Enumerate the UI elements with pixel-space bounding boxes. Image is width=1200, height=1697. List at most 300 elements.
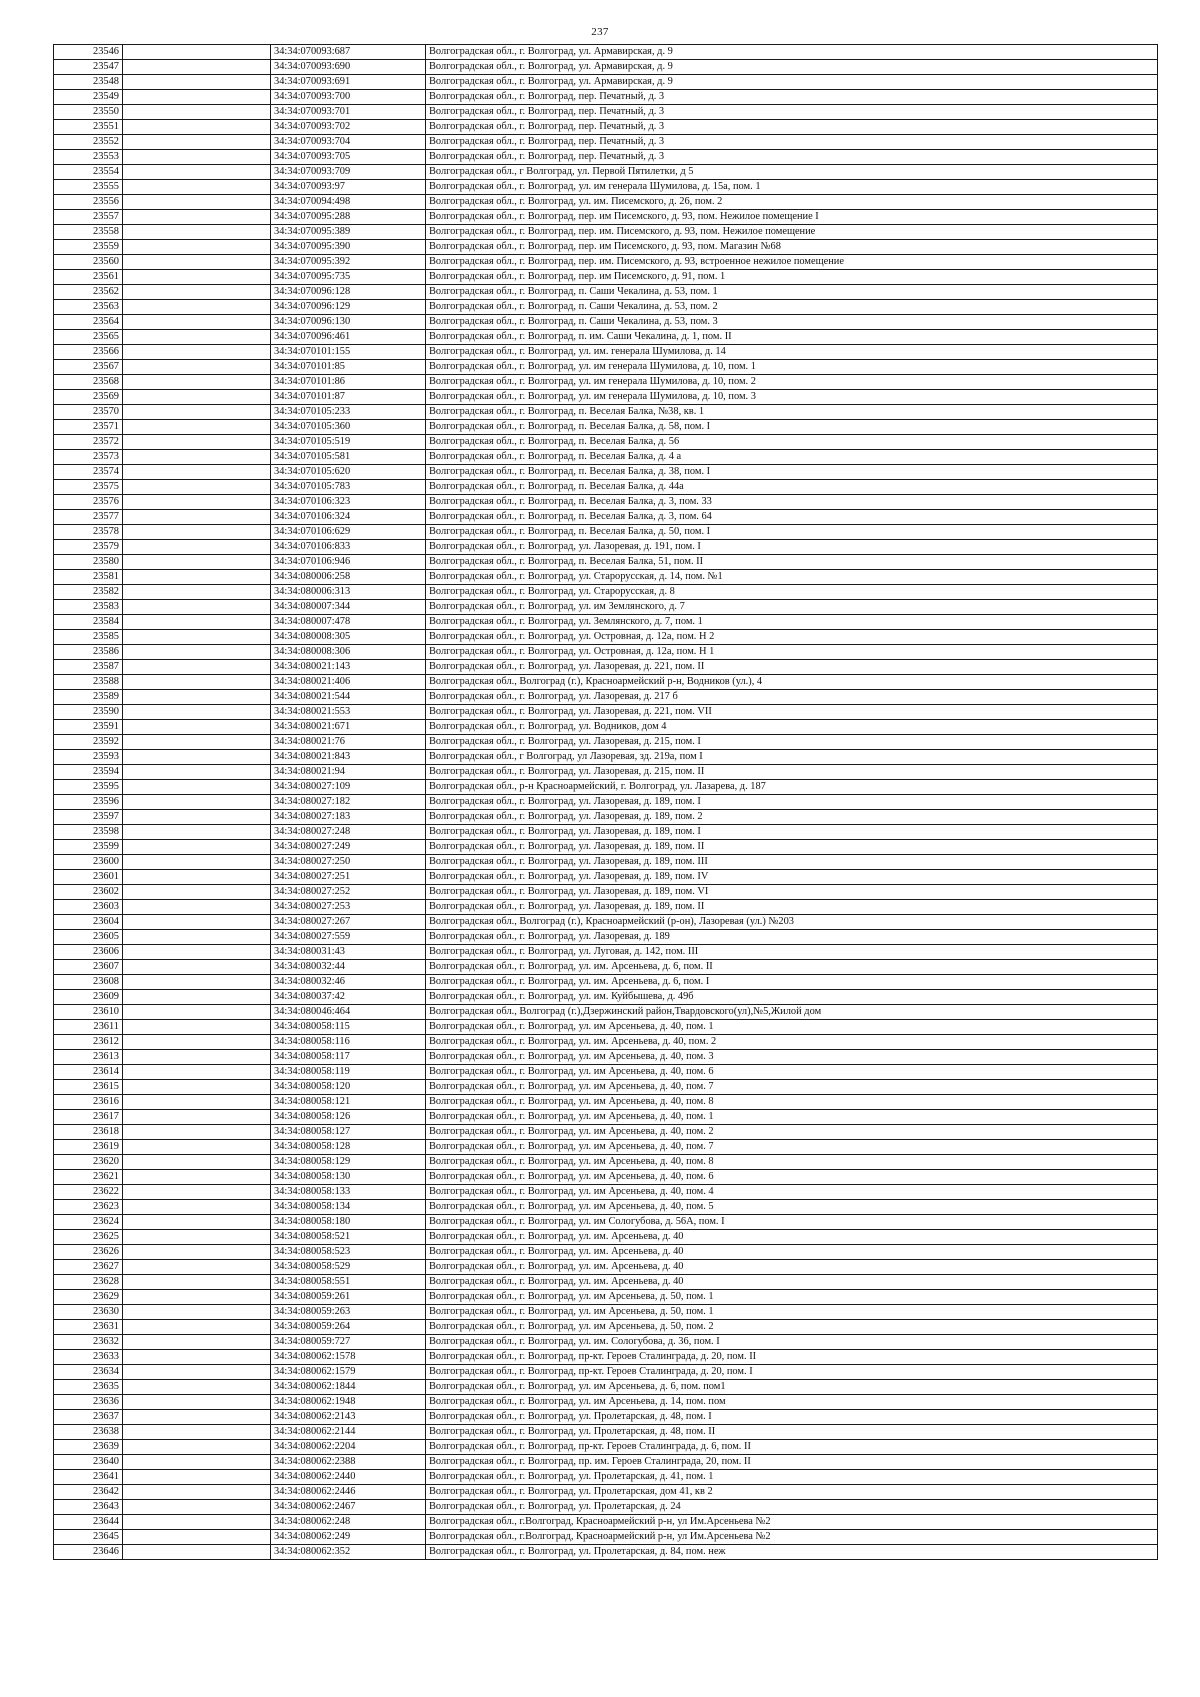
row-number-cell: 23633 xyxy=(54,1350,123,1365)
address-cell: Волгоградская обл., г. Волгоград, п. Веселая Балка, д. 38, пом. I xyxy=(426,465,1158,480)
row-number-cell: 23632 xyxy=(54,1335,123,1350)
table-row xyxy=(54,1545,1158,1560)
cadastral-number-cell: 34:34:080021:553 xyxy=(271,705,426,720)
cadastral-number-cell: 34:34:080032:44 xyxy=(271,960,426,975)
table-row xyxy=(54,1005,1158,1020)
table-row xyxy=(54,375,1158,390)
address-cell: Волгоградская обл., г. Волгоград, ул. Старорусская, д. 8 xyxy=(426,585,1158,600)
empty-cell xyxy=(123,960,271,975)
table-row xyxy=(54,645,1158,660)
address-cell: Волгоградская обл., г. Волгоград, ул. им Арсеньева, д. 40, пом. 8 xyxy=(426,1095,1158,1110)
row-number-cell: 23637 xyxy=(54,1410,123,1425)
cadastral-number-cell: 34:34:080062:1579 xyxy=(271,1365,426,1380)
row-number-cell: 23644 xyxy=(54,1515,123,1530)
address-cell: Волгоградская обл., г. Волгоград, ул. им генерала Шумилова, д. 10, пом. 1 xyxy=(426,360,1158,375)
empty-cell xyxy=(123,600,271,615)
table-row xyxy=(54,900,1158,915)
cadastral-number-cell: 34:34:080059:261 xyxy=(271,1290,426,1305)
cadastral-number-cell: 34:34:070096:128 xyxy=(271,285,426,300)
cadastral-number-cell: 34:34:080027:248 xyxy=(271,825,426,840)
table-row xyxy=(54,105,1158,120)
table-row xyxy=(54,75,1158,90)
empty-cell xyxy=(123,1455,271,1470)
cadastral-number-cell: 34:34:080062:1948 xyxy=(271,1395,426,1410)
row-number-cell: 23552 xyxy=(54,135,123,150)
empty-cell xyxy=(123,210,271,225)
cadastral-number-cell: 34:34:080058:119 xyxy=(271,1065,426,1080)
registry-table-body xyxy=(54,45,1158,1560)
row-number-cell: 23561 xyxy=(54,270,123,285)
row-number-cell: 23620 xyxy=(54,1155,123,1170)
address-cell: Волгоградская обл., г. Волгоград, п. Веселая Балка, д. 58, пом. I xyxy=(426,420,1158,435)
row-number-cell: 23589 xyxy=(54,690,123,705)
address-cell: Волгоградская обл., г. Волгоград, пер. Печатный, д. 3 xyxy=(426,120,1158,135)
row-number-cell: 23562 xyxy=(54,285,123,300)
cadastral-number-cell: 34:34:080027:182 xyxy=(271,795,426,810)
row-number-cell: 23646 xyxy=(54,1545,123,1560)
empty-cell xyxy=(123,1335,271,1350)
cadastral-number-cell: 34:34:080062:2143 xyxy=(271,1410,426,1425)
address-cell: Волгоградская обл., г. Волгоград, ул. им Арсеньева, д. 50, пом. 1 xyxy=(426,1290,1158,1305)
cadastral-number-cell: 34:34:080059:264 xyxy=(271,1320,426,1335)
empty-cell xyxy=(123,1275,271,1290)
row-number-cell: 23636 xyxy=(54,1395,123,1410)
empty-cell xyxy=(123,1320,271,1335)
row-number-cell: 23585 xyxy=(54,630,123,645)
row-number-cell: 23597 xyxy=(54,810,123,825)
empty-cell xyxy=(123,1365,271,1380)
table-row xyxy=(54,150,1158,165)
address-cell: Волгоградская обл., г. Волгоград, ул. Лазоревая, д. 221, пом. VII xyxy=(426,705,1158,720)
table-row xyxy=(54,525,1158,540)
address-cell: Волгоградская обл., г. Волгоград, ул. им. Арсеньева, д. 40 xyxy=(426,1230,1158,1245)
empty-cell xyxy=(123,885,271,900)
row-number-cell: 23550 xyxy=(54,105,123,120)
table-row xyxy=(54,1245,1158,1260)
address-cell: Волгоградская обл., г. Волгоград, ул. Армавирская, д. 9 xyxy=(426,45,1158,60)
row-number-cell: 23592 xyxy=(54,735,123,750)
address-cell: Волгоградская обл., г. Волгоград, ул. Лазоревая, д. 191, пом. I xyxy=(426,540,1158,555)
empty-cell xyxy=(123,465,271,480)
address-cell: Волгоградская обл., г. Волгоград, ул. им Арсеньева, д. 6, пом. пом1 xyxy=(426,1380,1158,1395)
address-cell: Волгоградская обл., г. Волгоград, пер. им. Писемского, д. 93, пом. Нежилое помещение xyxy=(426,225,1158,240)
row-number-cell: 23623 xyxy=(54,1200,123,1215)
table-row xyxy=(54,585,1158,600)
row-number-cell: 23624 xyxy=(54,1215,123,1230)
row-number-cell: 23557 xyxy=(54,210,123,225)
table-row xyxy=(54,975,1158,990)
empty-cell xyxy=(123,1395,271,1410)
address-cell: Волгоградская обл., г. Волгоград, ул. им Арсеньева, д. 50, пом. 1 xyxy=(426,1305,1158,1320)
table-row xyxy=(54,810,1158,825)
row-number-cell: 23555 xyxy=(54,180,123,195)
empty-cell xyxy=(123,435,271,450)
row-number-cell: 23629 xyxy=(54,1290,123,1305)
empty-cell xyxy=(123,675,271,690)
cadastral-number-cell: 34:34:080058:133 xyxy=(271,1185,426,1200)
empty-cell xyxy=(123,930,271,945)
row-number-cell: 23547 xyxy=(54,60,123,75)
address-cell: Волгоградская обл., г. Волгоград, ул. им Арсеньева, д. 40, пом. 7 xyxy=(426,1080,1158,1095)
row-number-cell: 23643 xyxy=(54,1500,123,1515)
empty-cell xyxy=(123,360,271,375)
empty-cell xyxy=(123,765,271,780)
empty-cell xyxy=(123,195,271,210)
row-number-cell: 23556 xyxy=(54,195,123,210)
address-cell: Волгоградская обл., г. Волгоград, ул. им Сологубова, д. 56А, пом. I xyxy=(426,1215,1158,1230)
empty-cell xyxy=(123,45,271,60)
page-number: 237 xyxy=(591,26,609,38)
cadastral-number-cell: 34:34:080062:1578 xyxy=(271,1350,426,1365)
address-cell: Волгоградская обл., г. Волгоград, п. Веселая Балка, д. 3, пом. 33 xyxy=(426,495,1158,510)
empty-cell xyxy=(123,1230,271,1245)
empty-cell xyxy=(123,375,271,390)
table-row xyxy=(54,765,1158,780)
empty-cell xyxy=(123,75,271,90)
empty-cell xyxy=(123,1080,271,1095)
address-cell: Волгоградская обл., г. Волгоград, п. Саши Чекалина, д. 53, пом. 1 xyxy=(426,285,1158,300)
address-cell: Волгоградская обл., г. Волгоград, ул. им Арсеньева, д. 40, пом. 7 xyxy=(426,1140,1158,1155)
table-row xyxy=(54,1365,1158,1380)
empty-cell xyxy=(123,660,271,675)
table-row xyxy=(54,855,1158,870)
table-row xyxy=(54,720,1158,735)
address-cell: Волгоградская обл., г. Волгоград, ул. Пролетарская, д. 48, пом. II xyxy=(426,1425,1158,1440)
cadastral-number-cell: 34:34:080058:130 xyxy=(271,1170,426,1185)
row-number-cell: 23580 xyxy=(54,555,123,570)
address-cell: Волгоградская обл., г. Волгоград, ул. Лазоревая, д. 189, пом. I xyxy=(426,825,1158,840)
row-number-cell: 23642 xyxy=(54,1485,123,1500)
table-row xyxy=(54,240,1158,255)
row-number-cell: 23638 xyxy=(54,1425,123,1440)
address-cell: Волгоградская обл., г. Волгоград, п. Саши Чекалина, д. 53, пом. 2 xyxy=(426,300,1158,315)
table-row xyxy=(54,1290,1158,1305)
row-number-cell: 23590 xyxy=(54,705,123,720)
cadastral-number-cell: 34:34:080058:126 xyxy=(271,1110,426,1125)
empty-cell xyxy=(123,630,271,645)
cadastral-number-cell: 34:34:080058:117 xyxy=(271,1050,426,1065)
table-row xyxy=(54,795,1158,810)
empty-cell xyxy=(123,1065,271,1080)
row-number-cell: 23588 xyxy=(54,675,123,690)
table-row xyxy=(54,300,1158,315)
table-row xyxy=(54,285,1158,300)
cadastral-number-cell: 34:34:080062:2204 xyxy=(271,1440,426,1455)
table-row xyxy=(54,510,1158,525)
empty-cell xyxy=(123,225,271,240)
cadastral-number-cell: 34:34:080021:406 xyxy=(271,675,426,690)
address-cell: Волгоградская обл., г. Волгоград, ул. им Арсеньева, д. 40, пом. 8 xyxy=(426,1155,1158,1170)
empty-cell xyxy=(123,990,271,1005)
cadastral-number-cell: 34:34:070093:702 xyxy=(271,120,426,135)
address-cell: Волгоградская обл., г. Волгоград, п. Веселая Балка, д. 4 а xyxy=(426,450,1158,465)
table-row xyxy=(54,1485,1158,1500)
row-number-cell: 23569 xyxy=(54,390,123,405)
row-number-cell: 23600 xyxy=(54,855,123,870)
row-number-cell: 23634 xyxy=(54,1365,123,1380)
cadastral-number-cell: 34:34:070093:704 xyxy=(271,135,426,150)
table-row xyxy=(54,600,1158,615)
address-cell: Волгоградская обл., г. Волгоград, пер. им Писемского, д. 93, пом. Нежилое помещение I xyxy=(426,210,1158,225)
row-number-cell: 23546 xyxy=(54,45,123,60)
row-number-cell: 23594 xyxy=(54,765,123,780)
empty-cell xyxy=(123,750,271,765)
address-cell: Волгоградская обл., г. Волгоград, ул. им Арсеньева, д. 40, пом. 5 xyxy=(426,1200,1158,1215)
address-cell: Волгоградская обл., г. Волгоград, ул. Лазоревая, д. 189, пом. 2 xyxy=(426,810,1158,825)
address-cell: Волгоградская обл., г. Волгоград, ул. Пролетарская, д. 41, пом. 1 xyxy=(426,1470,1158,1485)
table-row xyxy=(54,480,1158,495)
cadastral-number-cell: 34:34:080058:116 xyxy=(271,1035,426,1050)
address-cell: Волгоградская обл., г. Волгоград, ул. Землянского, д. 7, пом. 1 xyxy=(426,615,1158,630)
table-row xyxy=(54,1320,1158,1335)
cadastral-number-cell: 34:34:080027:559 xyxy=(271,930,426,945)
empty-cell xyxy=(123,240,271,255)
cadastral-number-cell: 34:34:080062:2446 xyxy=(271,1485,426,1500)
cadastral-number-cell: 34:34:070106:629 xyxy=(271,525,426,540)
table-row xyxy=(54,870,1158,885)
row-number-cell: 23564 xyxy=(54,315,123,330)
row-number-cell: 23595 xyxy=(54,780,123,795)
cadastral-number-cell: 34:34:070093:691 xyxy=(271,75,426,90)
empty-cell xyxy=(123,1140,271,1155)
empty-cell xyxy=(123,1290,271,1305)
empty-cell xyxy=(123,735,271,750)
address-cell: Волгоградская обл., г. Волгоград, ул. Лазоревая, д. 189, пом. IV xyxy=(426,870,1158,885)
cadastral-number-cell: 34:34:080058:521 xyxy=(271,1230,426,1245)
row-number-cell: 23560 xyxy=(54,255,123,270)
cadastral-number-cell: 34:34:070105:360 xyxy=(271,420,426,435)
row-number-cell: 23559 xyxy=(54,240,123,255)
address-cell: Волгоградская обл., г. Волгоград, ул. Лазоревая, д. 189, пом. VI xyxy=(426,885,1158,900)
empty-cell xyxy=(123,1125,271,1140)
empty-cell xyxy=(123,150,271,165)
table-row xyxy=(54,435,1158,450)
empty-cell xyxy=(123,1410,271,1425)
address-cell: Волгоградская обл., г. Волгоград, пер. Печатный, д. 3 xyxy=(426,150,1158,165)
table-row xyxy=(54,705,1158,720)
row-number-cell: 23622 xyxy=(54,1185,123,1200)
row-number-cell: 23612 xyxy=(54,1035,123,1050)
empty-cell xyxy=(123,1425,271,1440)
table-row xyxy=(54,885,1158,900)
empty-cell xyxy=(123,270,271,285)
cadastral-number-cell: 34:34:080058:134 xyxy=(271,1200,426,1215)
empty-cell xyxy=(123,705,271,720)
cadastral-number-cell: 34:34:080027:251 xyxy=(271,870,426,885)
table-row xyxy=(54,750,1158,765)
empty-cell xyxy=(123,1215,271,1230)
row-number-cell: 23641 xyxy=(54,1470,123,1485)
empty-cell xyxy=(123,135,271,150)
address-cell: Волгоградская обл., г. Волгоград, пр-кт. Героев Сталинграда, д. 20, пом. II xyxy=(426,1350,1158,1365)
address-cell: Волгоградская обл., г. Волгоград, пер. Печатный, д. 3 xyxy=(426,105,1158,120)
registry-table xyxy=(53,44,1158,1560)
cadastral-number-cell: 34:34:080021:94 xyxy=(271,765,426,780)
address-cell: Волгоградская обл., г. Волгоград, п. Веселая Балка, д. 56 xyxy=(426,435,1158,450)
table-row xyxy=(54,660,1158,675)
empty-cell xyxy=(123,405,271,420)
address-cell: Волгоградская обл., г Волгоград, ул. Первой Пятилетки, д 5 xyxy=(426,165,1158,180)
table-row xyxy=(54,1200,1158,1215)
table-row xyxy=(54,1380,1158,1395)
cadastral-number-cell: 34:34:070096:129 xyxy=(271,300,426,315)
cadastral-number-cell: 34:34:070106:833 xyxy=(271,540,426,555)
cadastral-number-cell: 34:34:080058:180 xyxy=(271,1215,426,1230)
row-number-cell: 23606 xyxy=(54,945,123,960)
row-number-cell: 23551 xyxy=(54,120,123,135)
empty-cell xyxy=(123,510,271,525)
table-row xyxy=(54,90,1158,105)
cadastral-number-cell: 34:34:080006:258 xyxy=(271,570,426,585)
table-row xyxy=(54,690,1158,705)
table-row xyxy=(54,495,1158,510)
address-cell: Волгоградская обл., г. Волгоград, ул. Лазоревая, д. 189, пом. II xyxy=(426,840,1158,855)
empty-cell xyxy=(123,840,271,855)
row-number-cell: 23566 xyxy=(54,345,123,360)
row-number-cell: 23548 xyxy=(54,75,123,90)
empty-cell xyxy=(123,1035,271,1050)
empty-cell xyxy=(123,1530,271,1545)
empty-cell xyxy=(123,1545,271,1560)
address-cell: Волгоградская обл., г. Волгоград, пер. им. Писемского, д. 93, встроенное нежилое помещение xyxy=(426,255,1158,270)
cadastral-number-cell: 34:34:080008:305 xyxy=(271,630,426,645)
cadastral-number-cell: 34:34:070095:390 xyxy=(271,240,426,255)
cadastral-number-cell: 34:34:080058:120 xyxy=(271,1080,426,1095)
table-row xyxy=(54,330,1158,345)
address-cell: Волгоградская обл., г. Волгоград, ул. им. Арсеньева, д. 40, пом. 2 xyxy=(426,1035,1158,1050)
empty-cell xyxy=(123,855,271,870)
table-row xyxy=(54,465,1158,480)
empty-cell xyxy=(123,1170,271,1185)
address-cell: Волгоградская обл., г. Волгоград, ул. Пролетарская, д. 48, пом. I xyxy=(426,1410,1158,1425)
address-cell: Волгоградская обл., г. Волгоград, ул. им генерала Шумилова, д. 10, пом. 3 xyxy=(426,390,1158,405)
table-row xyxy=(54,1410,1158,1425)
address-cell: Волгоградская обл., г. Волгоград, пер. Печатный, д. 3 xyxy=(426,90,1158,105)
cadastral-number-cell: 34:34:070096:461 xyxy=(271,330,426,345)
row-number-cell: 23593 xyxy=(54,750,123,765)
row-number-cell: 23605 xyxy=(54,930,123,945)
cadastral-number-cell: 34:34:080058:551 xyxy=(271,1275,426,1290)
address-cell: Волгоградская обл., г. Волгоград, ул. Островная, д. 12а, пом. Н 2 xyxy=(426,630,1158,645)
address-cell: Волгоградская обл., г. Волгоград, ул. им. генерала Шумилова, д. 14 xyxy=(426,345,1158,360)
address-cell: Волгоградская обл., г. Волгоград, ул. им. Арсеньева, д. 40 xyxy=(426,1260,1158,1275)
table-row xyxy=(54,960,1158,975)
address-cell: Волгоградская обл., г. Волгоград, ул. им генерала Шумилова, д. 15а, пом. 1 xyxy=(426,180,1158,195)
address-cell: Волгоградская обл., г. Волгоград, ул. Лазоревая, д. 221, пом. II xyxy=(426,660,1158,675)
cadastral-number-cell: 34:34:070105:581 xyxy=(271,450,426,465)
row-number-cell: 23581 xyxy=(54,570,123,585)
empty-cell xyxy=(123,90,271,105)
table-row xyxy=(54,450,1158,465)
cadastral-number-cell: 34:34:080027:252 xyxy=(271,885,426,900)
row-number-cell: 23579 xyxy=(54,540,123,555)
row-number-cell: 23613 xyxy=(54,1050,123,1065)
row-number-cell: 23625 xyxy=(54,1230,123,1245)
cadastral-number-cell: 34:34:080027:249 xyxy=(271,840,426,855)
row-number-cell: 23571 xyxy=(54,420,123,435)
table-row xyxy=(54,840,1158,855)
row-number-cell: 23572 xyxy=(54,435,123,450)
table-row xyxy=(54,615,1158,630)
cadastral-number-cell: 34:34:080062:2467 xyxy=(271,1500,426,1515)
row-number-cell: 23570 xyxy=(54,405,123,420)
empty-cell xyxy=(123,495,271,510)
cadastral-number-cell: 34:34:070096:130 xyxy=(271,315,426,330)
table-row xyxy=(54,1125,1158,1140)
table-row xyxy=(54,1500,1158,1515)
address-cell: Волгоградская обл., г. Волгоград, ул. им. Арсеньева, д. 40 xyxy=(426,1275,1158,1290)
table-row xyxy=(54,540,1158,555)
table-row xyxy=(54,315,1158,330)
cadastral-number-cell: 34:34:080006:313 xyxy=(271,585,426,600)
cadastral-number-cell: 34:34:080062:249 xyxy=(271,1530,426,1545)
cadastral-number-cell: 34:34:080058:115 xyxy=(271,1020,426,1035)
row-number-cell: 23586 xyxy=(54,645,123,660)
cadastral-number-cell: 34:34:070101:87 xyxy=(271,390,426,405)
table-row xyxy=(54,1065,1158,1080)
row-number-cell: 23599 xyxy=(54,840,123,855)
empty-cell xyxy=(123,1005,271,1020)
cadastral-number-cell: 34:34:080058:121 xyxy=(271,1095,426,1110)
empty-cell xyxy=(123,120,271,135)
empty-cell xyxy=(123,645,271,660)
empty-cell xyxy=(123,900,271,915)
row-number-cell: 23607 xyxy=(54,960,123,975)
address-cell: Волгоградская обл., г. Волгоград, ул. им Арсеньева, д. 40, пом. 6 xyxy=(426,1065,1158,1080)
address-cell: Волгоградская обл., г. Волгоград, ул. Лазоревая, д. 189, пом. III xyxy=(426,855,1158,870)
cadastral-number-cell: 34:34:070095:288 xyxy=(271,210,426,225)
address-cell: Волгоградская обл., г. Волгоград, ул. им. Сологубова, д. 36, пом. I xyxy=(426,1335,1158,1350)
address-cell: Волгоградская обл., г. Волгоград, п. Веселая Балка, д. 3, пом. 64 xyxy=(426,510,1158,525)
row-number-cell: 23596 xyxy=(54,795,123,810)
address-cell: Волгоградская обл., г. Волгоград, ул. Лазоревая, д. 189 xyxy=(426,930,1158,945)
table-row xyxy=(54,210,1158,225)
empty-cell xyxy=(123,570,271,585)
cadastral-number-cell: 34:34:070101:155 xyxy=(271,345,426,360)
address-cell: Волгоградская обл., г. Волгоград, пр. им. Героев Сталинграда, 20, пом. II xyxy=(426,1455,1158,1470)
address-cell: Волгоградская обл., г. Волгоград, ул. им Землянского, д. 7 xyxy=(426,600,1158,615)
cadastral-number-cell: 34:34:070106:324 xyxy=(271,510,426,525)
empty-cell xyxy=(123,1350,271,1365)
cadastral-number-cell: 34:34:080062:248 xyxy=(271,1515,426,1530)
address-cell: Волгоградская обл., г. Волгоград, п. Саши Чекалина, д. 53, пом. 3 xyxy=(426,315,1158,330)
table-row xyxy=(54,1170,1158,1185)
address-cell: Волгоградская обл., г. Волгоград, ул. им Арсеньева, д. 40, пом. 3 xyxy=(426,1050,1158,1065)
row-number-cell: 23576 xyxy=(54,495,123,510)
row-number-cell: 23645 xyxy=(54,1530,123,1545)
empty-cell xyxy=(123,810,271,825)
row-number-cell: 23631 xyxy=(54,1320,123,1335)
row-number-cell: 23609 xyxy=(54,990,123,1005)
row-number-cell: 23575 xyxy=(54,480,123,495)
table-row xyxy=(54,1350,1158,1365)
address-cell: Волгоградская обл., г. Волгоград, ул. Старорусская, д. 14, пом. №1 xyxy=(426,570,1158,585)
row-number-cell: 23640 xyxy=(54,1455,123,1470)
table-row xyxy=(54,45,1158,60)
table-row xyxy=(54,270,1158,285)
cadastral-number-cell: 34:34:080062:1844 xyxy=(271,1380,426,1395)
address-cell: Волгоградская обл., г. Волгоград, ул. им Арсеньева, д. 40, пом. 1 xyxy=(426,1020,1158,1035)
table-row xyxy=(54,165,1158,180)
address-cell: Волгоградская обл., г. Волгоград, ул. Лазоревая, д. 189, пом. I xyxy=(426,795,1158,810)
empty-cell xyxy=(123,480,271,495)
table-row xyxy=(54,1305,1158,1320)
table-row xyxy=(54,630,1158,645)
row-number-cell: 23630 xyxy=(54,1305,123,1320)
address-cell: Волгоградская обл., г. Волгоград, пер. Печатный, д. 3 xyxy=(426,135,1158,150)
empty-cell xyxy=(123,1155,271,1170)
cadastral-number-cell: 34:34:070095:392 xyxy=(271,255,426,270)
